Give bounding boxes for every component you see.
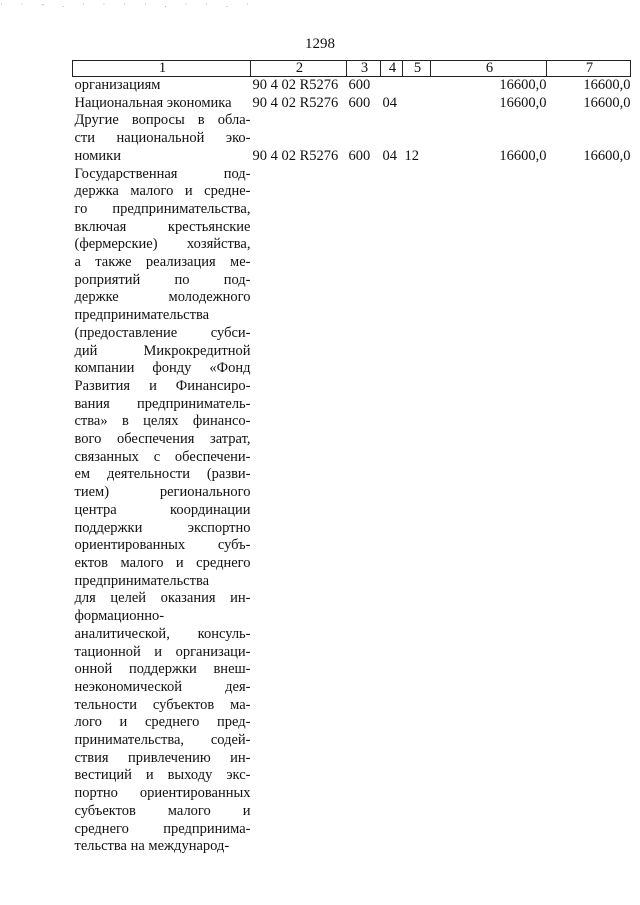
row-name-line: вания предприниматель-: [74, 395, 251, 412]
row-name-cell: [73, 166, 251, 856]
row-code-cell: [251, 166, 347, 856]
row-name-line: ем деятельности (разви-: [74, 466, 251, 483]
row-name-line: для целей оказания ин-: [74, 590, 251, 607]
row-col4-cell: [381, 166, 403, 856]
row-name-line: неэкономической дея-: [74, 678, 251, 695]
scan-artifacts: · · - . · · · · . · · . ·: [0, 0, 257, 9]
row-col3-cell: 600: [348, 147, 371, 164]
table-row: [73, 166, 631, 856]
table-row: [73, 95, 631, 113]
row-name-line: компании фонду «Фонд: [74, 360, 251, 377]
page-number: 1298: [305, 36, 335, 52]
row-name-line: организациям: [74, 77, 161, 93]
row-col5-cell: [403, 95, 431, 113]
row-col6-cell: 16600,0: [499, 77, 547, 93]
row-name-line: (предоставление субси-: [74, 324, 251, 341]
column-header: 7: [547, 61, 631, 77]
row-col7-cell: 16600,0: [583, 77, 631, 93]
row-name-line: поддержки экспортно: [74, 519, 251, 536]
row-col3-cell: 600: [348, 94, 371, 111]
row-col6-cell: 16600,0: [499, 94, 547, 111]
row-name-line: держка малого и средне-: [74, 183, 251, 200]
row-code-cell: 90 4 02 R5276: [252, 94, 339, 111]
row-col3-cell: 600: [348, 77, 371, 93]
column-header: 2: [251, 61, 347, 77]
row-name-line: ства» в целях финансо-: [74, 413, 251, 430]
row-name-line: тельства на международ-: [74, 838, 230, 855]
row-name-line: Национальная экономика: [74, 94, 232, 111]
row-name-line: лого и среднего пред-: [74, 714, 251, 731]
row-name-line: дий Микрокредитной: [74, 342, 251, 359]
row-col6-cell: [431, 166, 547, 856]
row-col4-cell: 04: [382, 94, 397, 111]
row-name-line: (фермерские) хозяйства,: [74, 236, 251, 253]
row-col5-cell: [403, 77, 431, 95]
row-name-line: предпринимательства: [74, 307, 210, 324]
row-name-line: тельности субъектов ма-: [74, 696, 251, 713]
row-name-cell: [73, 112, 251, 165]
row-code-cell: 90 4 02 R5276: [252, 147, 339, 164]
row-name-line: тационной и организаци-: [74, 643, 251, 660]
column-header: 5: [403, 61, 431, 77]
row-name-line: Государственная под-: [74, 165, 251, 182]
row-col5-cell: [403, 166, 431, 856]
row-name-cell: [73, 95, 251, 113]
row-col6-cell: 16600,0: [499, 147, 547, 164]
row-name-line: вестиций и выходу экс-: [74, 767, 251, 784]
row-name-line: центра координации: [74, 501, 251, 518]
row-name-line: Другие вопросы в обла-: [74, 112, 251, 129]
row-name-line: аналитической, консуль-: [74, 625, 251, 642]
row-name-line: номики: [74, 147, 121, 164]
row-name-line: Развития и Финансиро-: [74, 377, 251, 394]
row-col4-cell: 04: [382, 147, 397, 164]
row-name-line: портно ориентированных: [74, 785, 251, 802]
row-name-line: ектов малого и среднего: [74, 554, 251, 571]
row-col4-cell: [381, 77, 403, 95]
row-name-line: связанных с обеспечени-: [74, 448, 251, 465]
row-col5-cell: 12: [404, 147, 419, 164]
row-col3-cell: [347, 166, 381, 856]
column-header: 3: [347, 61, 381, 77]
row-name-line: а также реализация ме-: [74, 254, 251, 271]
column-number-header-row: [73, 61, 631, 77]
row-name-line: ориентированных субъ-: [74, 537, 251, 554]
row-name-line: го предпринимательства,: [74, 200, 251, 217]
row-name-line: предпринимательства: [74, 572, 210, 589]
row-name-line: вого обеспечения затрат,: [74, 431, 251, 448]
row-name-line: среднего предпринима-: [74, 820, 251, 837]
row-name-line: тием) регионального: [74, 484, 251, 501]
row-name-line: ствия привлечению ин-: [74, 749, 251, 766]
row-name-line: формационно-: [74, 608, 165, 625]
row-col7-cell: [547, 166, 631, 856]
row-name-line: держке молодежного: [74, 289, 251, 306]
row-col7-cell: 16600,0: [583, 147, 631, 164]
row-name-line: субъектов малого и: [74, 802, 251, 819]
row-col7-cell: 16600,0: [583, 94, 631, 111]
row-name-line: принимательства, содей-: [74, 732, 251, 749]
column-header: 1: [73, 61, 251, 77]
row-name-cell: [73, 77, 251, 95]
budget-table: [72, 60, 631, 856]
column-header: 6: [431, 61, 547, 77]
row-name-line: сти национальной эко-: [74, 130, 251, 147]
table-row: [73, 112, 631, 165]
row-code-cell: 90 4 02 R5276: [252, 77, 339, 93]
table-body: [73, 77, 631, 856]
column-header: 4: [381, 61, 403, 77]
table-row: [73, 77, 631, 95]
row-name-line: включая крестьянские: [74, 218, 251, 235]
row-name-line: роприятий по под-: [74, 271, 251, 288]
row-name-line: онной поддержки внеш-: [74, 661, 251, 678]
